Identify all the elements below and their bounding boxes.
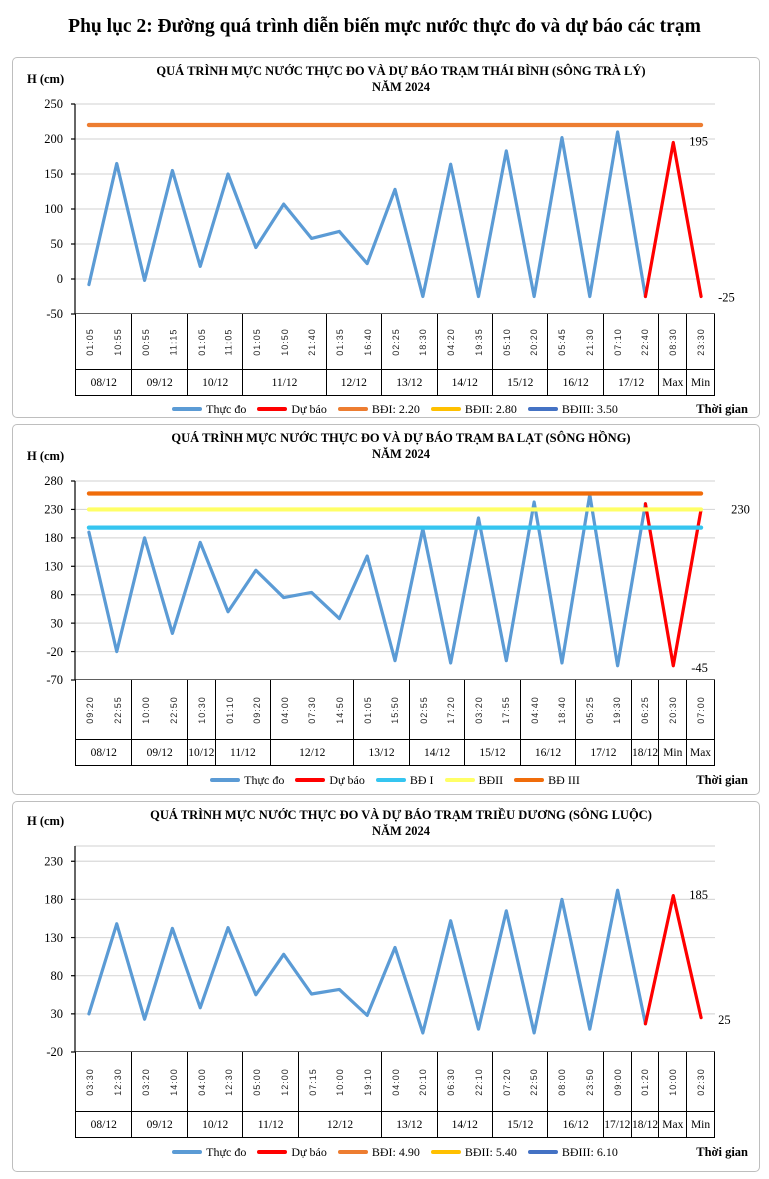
y-axis-label: H (cm) (27, 449, 65, 463)
date-label: 13/12 (354, 739, 408, 765)
legend-line-sample (528, 1150, 558, 1154)
date-label: 12/12 (327, 369, 381, 395)
y-tick-label: 80 (50, 587, 63, 602)
time-label: 17:20 (445, 695, 456, 724)
date-group (437, 1052, 492, 1137)
forecast-line (645, 896, 701, 1024)
date-label: Max (659, 1111, 686, 1137)
date-label: 14/12 (438, 1111, 492, 1137)
legend-line-sample (514, 778, 544, 782)
time-label: 07:30 (307, 695, 318, 724)
legend-label: Dự báo (291, 1144, 327, 1159)
observed-line (89, 495, 646, 666)
date-label: 15/12 (465, 739, 519, 765)
date-label: 11/12 (243, 1111, 297, 1137)
time-label: 12:00 (279, 1067, 290, 1096)
time-label: 10:50 (279, 327, 290, 356)
legend-line-sample (295, 778, 325, 782)
date-label: Min (659, 739, 686, 765)
time-label: 09:20 (84, 695, 95, 724)
time-label: 12:30 (112, 1067, 123, 1096)
date-group (409, 680, 464, 765)
legend-item (210, 773, 284, 788)
y-tick-label: 30 (50, 1007, 63, 1022)
time-label: 07:10 (612, 327, 623, 356)
date-group (686, 680, 714, 765)
data-label: 230 (731, 502, 750, 517)
date-group (658, 1052, 686, 1137)
date-label: 09/12 (132, 1111, 186, 1137)
y-tick-label: -70 (46, 673, 63, 688)
time-label: 10:00 (667, 1067, 678, 1096)
time-label: 22:10 (473, 1067, 484, 1096)
time-label: 20:10 (417, 1067, 428, 1096)
data-label: 185 (689, 887, 709, 902)
y-tick-label: 100 (44, 202, 63, 217)
time-label: 01:20 (640, 1067, 651, 1096)
plot-area (13, 58, 759, 322)
date-group (381, 314, 436, 395)
time-label: 00:55 (141, 327, 152, 356)
time-label: 10:00 (334, 1067, 345, 1096)
time-label: 02:55 (418, 695, 429, 724)
y-axis-label: H (cm) (27, 72, 65, 86)
date-group (631, 680, 659, 765)
date-group (298, 1052, 381, 1137)
y-tick-label: 250 (44, 97, 63, 112)
time-label: 19:35 (473, 327, 484, 356)
y-axis-label: H (cm) (27, 814, 65, 828)
legend (75, 1143, 715, 1161)
legend-line-sample (431, 407, 461, 411)
date-label: 08/12 (76, 1111, 131, 1137)
y-tick-label: 50 (50, 237, 63, 252)
legend-item (514, 773, 580, 788)
legend-label: BĐI: 2.20 (371, 401, 420, 416)
date-group (242, 1052, 297, 1137)
observed-line (89, 132, 646, 297)
time-label: 01:10 (224, 695, 235, 724)
y-tick-label: 200 (44, 132, 63, 147)
date-label: 11/12 (243, 369, 325, 395)
time-label: 21:30 (584, 327, 595, 356)
date-group (492, 314, 547, 395)
date-group (575, 680, 630, 765)
date-label: 13/12 (382, 369, 436, 395)
y-tick-label: 0 (56, 272, 63, 287)
legend-label: Thực đo (206, 1144, 247, 1159)
legend-label: BĐIII: 6.10 (561, 1144, 618, 1159)
date-group (215, 680, 270, 765)
date-group (131, 1052, 186, 1137)
legend (75, 400, 715, 418)
legend-line-sample (257, 1150, 287, 1154)
time-label: 22:50 (168, 695, 179, 724)
legend (75, 771, 715, 789)
legend-line-sample (210, 778, 240, 782)
y-tick-label: 280 (44, 474, 63, 489)
time-label: 08:00 (557, 1067, 568, 1096)
time-label: 02:25 (390, 327, 401, 356)
y-tick-label: 180 (44, 531, 63, 546)
legend-line-sample (257, 407, 287, 411)
time-label: 02:30 (695, 1067, 706, 1096)
time-label: 05:45 (557, 327, 568, 356)
observed-line (89, 890, 646, 1033)
x-axis-labels (75, 1052, 715, 1138)
y-tick-label: 80 (50, 968, 63, 983)
date-label: Max (659, 369, 686, 395)
date-label: Min (687, 1111, 714, 1137)
chart-title-line2: NĂM 2024 (372, 80, 430, 95)
date-label: 16/12 (521, 739, 575, 765)
time-label: 22:55 (112, 695, 123, 724)
date-label: 18/12 (632, 739, 659, 765)
time-label: 22:40 (639, 327, 650, 356)
x-axis-labels (75, 680, 715, 766)
time-label: 05:10 (501, 327, 512, 356)
date-label: 15/12 (493, 369, 547, 395)
data-label: -25 (718, 290, 735, 305)
legend-item (445, 773, 504, 788)
date-group (686, 314, 714, 395)
legend-item (295, 773, 365, 788)
time-label: 01:05 (84, 327, 95, 356)
plot-area (13, 425, 759, 688)
time-label: 03:30 (84, 1067, 95, 1096)
legend-label: BĐI: 4.90 (371, 1144, 420, 1159)
date-group (603, 1052, 631, 1137)
date-group (437, 314, 492, 395)
legend-label: Dự báo (291, 401, 327, 416)
date-group (353, 680, 408, 765)
time-label: 07:00 (695, 695, 706, 724)
legend-label: BĐII (478, 772, 504, 787)
time-label: 01:05 (252, 327, 263, 356)
legend-line-sample (528, 407, 558, 411)
date-group (270, 680, 353, 765)
legend-item (528, 1145, 618, 1160)
date-label: 08/12 (76, 739, 131, 765)
chart-title-line1: QUÁ TRÌNH MỰC NƯỚC THỰC ĐO VÀ DỰ BÁO TRẠM THÁI BÌNH (SÔNG TRÀ LÝ) (156, 64, 646, 78)
date-group (76, 1052, 131, 1137)
time-label: 05:25 (584, 695, 595, 724)
date-group (603, 314, 658, 395)
time-label: 03:20 (141, 1067, 152, 1096)
date-group (547, 314, 602, 395)
date-group (131, 680, 186, 765)
y-tick-label: -50 (46, 307, 63, 322)
date-group (326, 314, 381, 395)
legend-label: Thực đo (206, 401, 247, 416)
time-label: 04:00 (390, 1067, 401, 1096)
date-label: 12/12 (271, 739, 353, 765)
time-label: 23:50 (584, 1067, 595, 1096)
date-label: 18/12 (632, 1111, 659, 1137)
time-label: 09:00 (612, 1067, 623, 1096)
time-label: 17:55 (501, 695, 512, 724)
y-tick-label: 230 (44, 854, 63, 869)
chart-title-line2: NĂM 2024 (372, 447, 430, 462)
time-label: 05:00 (252, 1067, 263, 1096)
chart-thai-binh (12, 57, 760, 418)
date-group (631, 1052, 659, 1137)
date-group (131, 314, 186, 395)
legend-label: BĐII: 5.40 (464, 1144, 517, 1159)
legend-label: BĐII: 2.80 (464, 401, 517, 416)
chart-title-line2: NĂM 2024 (372, 824, 430, 839)
page-title: Phụ lục 2: Đường quá trình diễn biến mực nước thực đo và dự báo các trạm (68, 16, 701, 37)
y-tick-label: 230 (44, 502, 63, 517)
date-label: 09/12 (132, 369, 186, 395)
time-label: 12:30 (223, 1067, 234, 1096)
legend-item (376, 773, 434, 788)
legend-label: Thực đo (244, 772, 285, 787)
date-group (520, 680, 575, 765)
time-label: 20:20 (528, 327, 539, 356)
date-label: 17/12 (604, 369, 658, 395)
date-label: 10/12 (188, 739, 215, 765)
date-label: 14/12 (410, 739, 464, 765)
legend-item (431, 402, 517, 417)
date-label: 12/12 (299, 1111, 381, 1137)
y-tick-label: 30 (50, 616, 63, 631)
date-group (464, 680, 519, 765)
chart-title-line1: QUÁ TRÌNH MỰC NƯỚC THỰC ĐO VÀ DỰ BÁO TRẠM TRIỀU DƯƠNG (SÔNG LUỘC) (150, 808, 652, 822)
legend-item (338, 402, 420, 417)
legend-line-sample (172, 407, 202, 411)
time-label: 06:30 (446, 1067, 457, 1096)
time-label: 18:30 (417, 327, 428, 356)
legend-item (257, 402, 327, 417)
date-label: 16/12 (548, 369, 602, 395)
legend-item (431, 1145, 517, 1160)
time-label: 23:30 (695, 327, 706, 356)
time-label: 07:20 (501, 1067, 512, 1096)
y-tick-label: -20 (46, 644, 63, 659)
plot-area (13, 802, 759, 1060)
date-label: 10/12 (188, 369, 242, 395)
legend-item (172, 1145, 246, 1160)
date-label: Max (687, 739, 714, 765)
time-label: 11:15 (168, 328, 179, 355)
x-axis-label: Thời gian (696, 1145, 748, 1159)
legend-label: BĐIII: 3.50 (561, 401, 618, 416)
time-label: 04:00 (196, 1067, 207, 1096)
data-label: -45 (691, 660, 708, 675)
date-group (242, 314, 325, 395)
legend-label: BĐ I (409, 772, 434, 787)
chart-trieu-duong (12, 801, 760, 1172)
time-label: 22:50 (528, 1067, 539, 1096)
time-label: 01:05 (362, 695, 373, 724)
time-label: 04:00 (279, 695, 290, 724)
x-axis-label: Thời gian (696, 773, 748, 787)
forecast-line (645, 143, 701, 297)
data-label: 25 (718, 1012, 731, 1027)
legend-item (257, 1145, 327, 1160)
legend-item (338, 1145, 420, 1160)
legend-line-sample (431, 1150, 461, 1154)
date-label: Min (687, 369, 714, 395)
date-label: 13/12 (382, 1111, 436, 1137)
y-tick-label: 130 (44, 930, 63, 945)
time-label: 10:55 (112, 327, 123, 356)
time-label: 01:35 (335, 327, 346, 356)
time-label: 20:30 (667, 695, 678, 724)
time-label: 14:50 (334, 695, 345, 724)
time-label: 19:30 (612, 695, 623, 724)
y-tick-label: -20 (46, 1045, 63, 1060)
time-label: 18:40 (556, 695, 567, 724)
legend-line-sample (338, 1150, 368, 1154)
legend-line-sample (338, 407, 368, 411)
time-label: 08:30 (667, 327, 678, 356)
date-group (492, 1052, 547, 1137)
legend-item (172, 402, 246, 417)
y-tick-label: 180 (44, 892, 63, 907)
date-label: 15/12 (493, 1111, 547, 1137)
date-label: 17/12 (576, 739, 630, 765)
time-label: 21:40 (306, 327, 317, 356)
date-group (547, 1052, 602, 1137)
date-group (187, 1052, 242, 1137)
date-group (187, 314, 242, 395)
time-label: 11:05 (223, 328, 234, 355)
time-label: 19:10 (362, 1067, 373, 1096)
legend-line-sample (445, 778, 475, 782)
time-label: 10:30 (196, 695, 207, 724)
date-label: 08/12 (76, 369, 131, 395)
time-label: 04:20 (446, 327, 457, 356)
chart-ba-lat (12, 424, 760, 795)
time-label: 01:05 (196, 327, 207, 356)
date-group (381, 1052, 436, 1137)
date-label: 11/12 (216, 739, 270, 765)
time-label: 07:15 (307, 1067, 318, 1096)
date-label: 14/12 (438, 369, 492, 395)
date-group (658, 680, 686, 765)
time-label: 03:20 (473, 695, 484, 724)
legend-label: BĐ III (548, 772, 580, 787)
chart-title-line1: QUÁ TRÌNH MỰC NƯỚC THỰC ĐO VÀ DỰ BÁO TRẠM BA LẠT (SÔNG HỒNG) (171, 431, 631, 445)
legend-item (528, 402, 618, 417)
y-tick-label: 130 (44, 559, 63, 574)
y-tick-label: 150 (44, 167, 63, 182)
time-label: 15:50 (390, 695, 401, 724)
date-group (658, 314, 686, 395)
date-label: 17/12 (604, 1111, 631, 1137)
date-group (686, 1052, 714, 1137)
date-label: 09/12 (132, 739, 186, 765)
x-axis-labels (75, 314, 715, 396)
x-axis-label: Thời gian (696, 402, 748, 416)
data-label: 195 (689, 134, 709, 149)
time-label: 14:00 (168, 1067, 179, 1096)
time-label: 16:40 (362, 327, 373, 356)
date-label: 10/12 (188, 1111, 242, 1137)
date-label: 16/12 (548, 1111, 602, 1137)
time-label: 10:00 (141, 695, 152, 724)
date-group (76, 680, 131, 765)
legend-line-sample (376, 778, 406, 782)
time-label: 06:25 (640, 695, 651, 724)
date-group (76, 314, 131, 395)
date-group (187, 680, 215, 765)
time-label: 09:20 (251, 695, 262, 724)
legend-label: Dự báo (329, 772, 365, 787)
time-label: 04:40 (529, 695, 540, 724)
legend-line-sample (172, 1150, 202, 1154)
